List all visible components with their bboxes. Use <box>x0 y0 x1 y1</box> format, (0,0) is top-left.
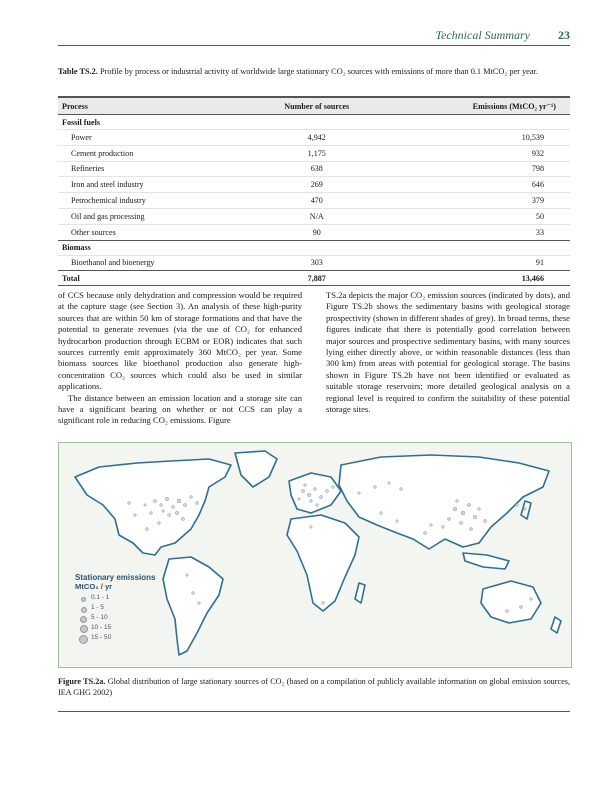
sources-cell: 269 <box>247 177 386 193</box>
map-legend <box>75 573 170 643</box>
figure-caption-label: Figure TS.2a. <box>58 677 106 686</box>
page-number: 23 <box>558 28 570 42</box>
emissions-cell: 50 <box>386 208 570 224</box>
legend-item <box>75 593 170 603</box>
landmass-southeast-asia-islands <box>463 553 509 569</box>
legend-dot-icon <box>80 625 88 633</box>
category-row <box>58 115 570 130</box>
emissions-cell: 10,539 <box>386 130 570 146</box>
legend-item <box>75 633 170 643</box>
legend-dot-icon <box>81 607 87 613</box>
column-header-process: Process <box>58 98 247 115</box>
total-sources: 7,887 <box>247 271 386 286</box>
body-column-left <box>58 290 302 427</box>
legend-dot-icon <box>80 616 87 623</box>
sources-cell: 1,175 <box>247 145 386 161</box>
world-emissions-map <box>58 442 572 668</box>
landmass-greenland <box>235 451 277 487</box>
table-row <box>58 145 570 161</box>
process-cell: Power <box>58 130 247 146</box>
process-cell: Other sources <box>58 224 247 240</box>
landmass-south-america <box>163 557 223 655</box>
total-label: Total <box>58 271 247 286</box>
category-biomass: Biomass <box>58 240 570 255</box>
sources-cell: N/A <box>247 208 386 224</box>
table-caption-label: Table TS.2. <box>58 67 98 76</box>
running-header <box>58 28 570 44</box>
legend-item <box>75 613 170 623</box>
process-cell: Bioethanol and bioenergy <box>58 255 247 271</box>
sources-cell: 638 <box>247 161 386 177</box>
bottom-rule <box>58 711 570 712</box>
body-paragraph: The distance between an emission location and a storage site can have a significant bearing on whether or not CCS can play a significant role in reducing CO₂ emissions. Figure <box>58 392 302 426</box>
process-cell: Oil and gas processing <box>58 208 247 224</box>
emissions-cell: 646 <box>386 177 570 193</box>
table-row <box>58 224 570 240</box>
sources-cell: 90 <box>247 224 386 240</box>
landmass-madagascar <box>355 583 365 603</box>
landmass-new-zealand <box>551 617 561 633</box>
figure-caption <box>58 676 570 698</box>
table-row <box>58 193 570 209</box>
column-header-emissions: Emissions (MtCO₂ yr⁻¹) <box>386 98 570 115</box>
emissions-cell: 91 <box>386 255 570 271</box>
body-paragraph: of CCS because only dehydration and compression would be required at the capture stage (see Section 3). An analysis of these high-purity sources that are within 50 km of storage formations and that have the potential to generate revenues (via the use of CO₂ for enhanced hydrocarbon production through ECBM or EOR) indicates that such sources currently emit approximately 360 MtCO₂ per year. Some biomass sources like bioethanol production also generate high-concentration CO₂ sources which could also be used in similar applications. <box>58 290 302 392</box>
table-caption-text: Profile by process or industrial activity of worldwide large stationary CO₂ sources with emissions of more than 0.1 MtCO₂ per year. <box>99 67 538 76</box>
legend-item-label: 10 - 15 <box>91 624 112 631</box>
emissions-cell: 379 <box>386 193 570 209</box>
table-row <box>58 255 570 271</box>
legend-item-label: 5 - 10 <box>91 614 108 621</box>
category-row <box>58 240 570 255</box>
table-header-row <box>58 98 570 115</box>
category-fossil-fuels: Fossil fuels <box>62 117 100 127</box>
landmass-australia <box>481 581 541 623</box>
process-cell: Refineries <box>58 161 247 177</box>
table-caption <box>58 66 570 77</box>
table-row <box>58 130 570 146</box>
process-cell: Iron and steel industry <box>58 177 247 193</box>
running-header-title: Technical Summary <box>435 28 530 42</box>
sources-cell: 470 <box>247 193 386 209</box>
body-column-right <box>326 290 570 415</box>
process-cell: Petrochemical industry <box>58 193 247 209</box>
table-row <box>58 177 570 193</box>
column-header-sources: Number of sources <box>247 98 386 115</box>
header-rule <box>58 45 570 46</box>
legend-item <box>75 603 170 613</box>
legend-item-label: 15 - 50 <box>91 634 112 641</box>
table-row <box>58 208 570 224</box>
sources-cell: 303 <box>247 255 386 271</box>
emissions-cell: 932 <box>386 145 570 161</box>
emissions-cell: 33 <box>386 224 570 240</box>
landmass-africa <box>287 515 359 611</box>
sources-cell: 4,942 <box>247 130 386 146</box>
body-paragraph: TS.2a depicts the major CO₂ emission sources (indicated by dots), and Figure TS.2b shows the sedimentary basins with geological storage prospectivity (shown in different shades of grey). In broad terms, these figures indicate that there is potentially good correlation between major sources and prospective sedimentary basins, with many sources lying either directly above, or within reasonable distances (less than 300 km) from areas with potential for geological storage. The basins shown in Figure TS.2b have not been identified or evaluated as suitable storage reservoirs; more detailed geological analysis on a regional level is required to confirm the suitability of these potential storage sites. <box>326 290 570 415</box>
landmass-asia <box>339 455 549 549</box>
landmass-north-america <box>75 459 231 555</box>
landmass-europe <box>289 473 341 513</box>
legend-dot-icon <box>79 635 88 644</box>
legend-item <box>75 623 170 633</box>
table-row <box>58 161 570 177</box>
legend-unit: MtCO₂ / yr <box>75 582 113 591</box>
legend-title: Stationary emissions <box>75 573 156 582</box>
legend-item-label: 1 - 5 <box>91 604 105 611</box>
process-cell: Cement production <box>58 145 247 161</box>
legend-item-label: 0.1 - 1 <box>91 594 110 601</box>
total-row <box>58 271 570 286</box>
total-emissions: 13,466 <box>386 271 570 286</box>
emissions-cell: 798 <box>386 161 570 177</box>
figure-caption-text: Global distribution of large stationary sources of CO₂ (based on a compilation of publicly available information on global emission sources, IEA GHG 2002) <box>58 677 570 697</box>
emission-sources-table <box>58 96 570 286</box>
legend-dot-icon <box>81 597 86 602</box>
